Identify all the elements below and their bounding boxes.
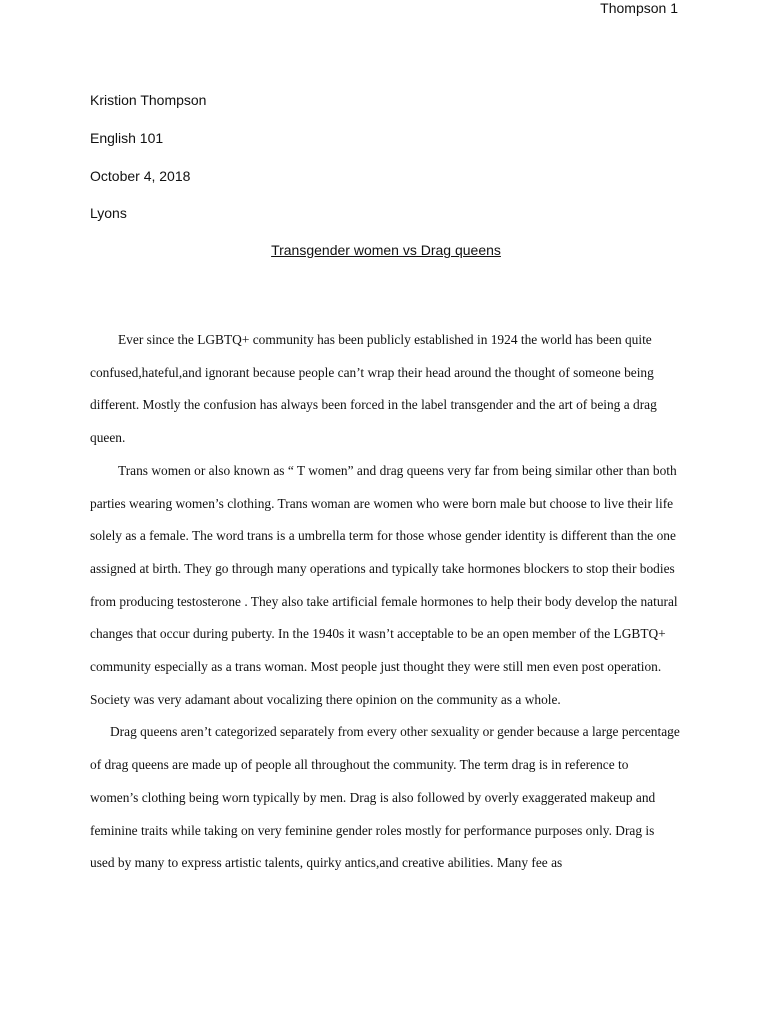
instructor-name: Lyons xyxy=(90,205,127,221)
essay-title: Transgender women vs Drag queens xyxy=(271,242,501,258)
running-head: Thompson 1 xyxy=(600,0,678,16)
author-name: Kristion Thompson xyxy=(90,92,207,108)
paragraph-1: Ever since the LGBTQ+ community has been publicly established in 1924 the world has been quite confused,hateful,and ignorant because people can’t wrap their head around the thought of someone being different. Mostly the confusion has always been forced in the label transgender and the art of being a drag queen. xyxy=(90,332,657,446)
date-line: October 4, 2018 xyxy=(90,168,191,184)
course-name: English 101 xyxy=(90,130,164,146)
essay-body xyxy=(90,324,680,880)
paragraph-3: Drag queens aren’t categorized separately from every other sexuality or gender because a large percentage of drag queens are made up of people all throughout the community. The term drag is in reference to women’s clothing being worn typically by men. Drag is also followed by overly exaggerated makeup and feminine traits while taking on very feminine gender roles mostly for performance purposes only. Drag is used by many to express artistic talents, quirky antics,and creative abilities. Many fee as xyxy=(90,724,680,871)
paragraph-2: Trans women or also known as “ T women” and drag queens very far from being similar other than both parties wearing women’s clothing. Trans woman are women who were born male but choose to live their life solely as a female. The word trans is a umbrella term for those whose gender identity is different than the one assigned at birth. They go through many operations and typically take hormones blockers to stop their bodies from producing testosterone . They also take artificial female hormones to help their body develop the natural changes that occur during puberty. In the 1940s it wasn’t acceptable to be an open member of the LGBTQ+ community especially as a trans woman. Most people just thought they were still men even post operation. Society was very adamant about vocalizing there opinion on the community as a whole. xyxy=(90,462,678,707)
